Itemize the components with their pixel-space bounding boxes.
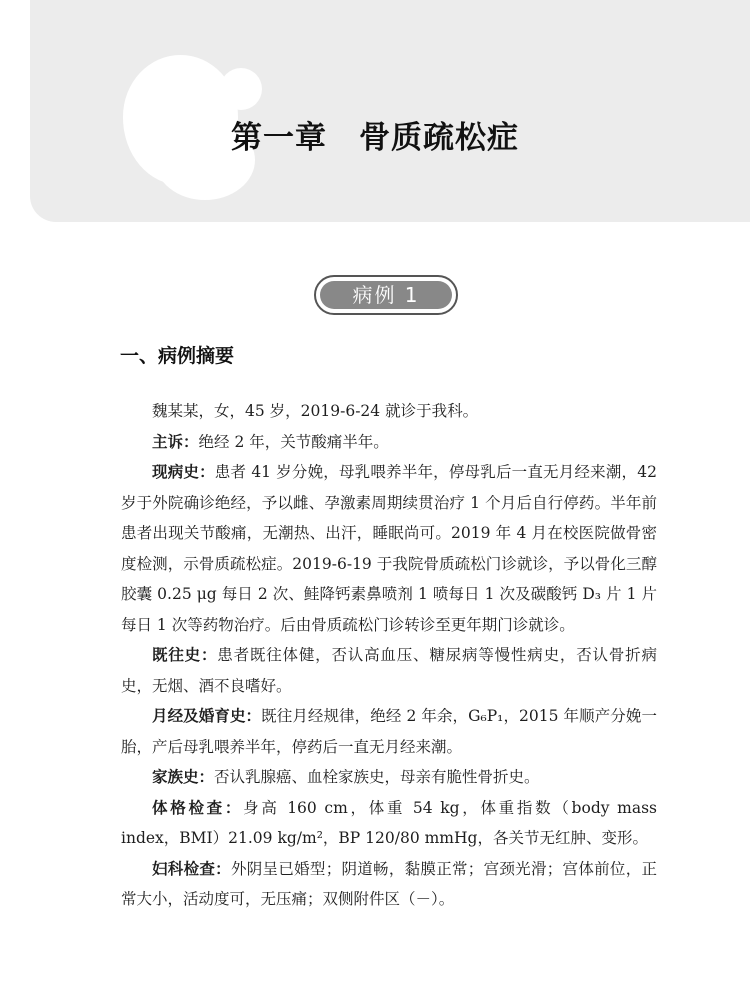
- paragraph-family-history: 家族史：否认乳腺癌、血栓家族史，母亲有脆性骨折史。: [152, 768, 540, 786]
- paragraph-gynecologic-exam: 妇科检查：外阴呈已婚型；阴道畅，黏膜正常；宫颈光滑；宫体前位，正常大小，活动度可，无压痛；双侧附件区（－）。: [121, 859, 657, 908]
- label-chief-complaint: 主诉：: [152, 432, 199, 451]
- case-badge-label: 病例 1: [320, 281, 452, 309]
- label-family-history: 家族史：: [152, 768, 215, 786]
- paragraph-past-history: 既往史：患者既往体健，否认高血压、糖尿病等慢性病史，否认骨折病史，无烟、酒不良嗜好。: [121, 646, 657, 695]
- label-past-history: 既往史：: [152, 646, 218, 664]
- case-summary-body: [121, 396, 657, 915]
- paragraph-patient-info: 魏某某，女，45 岁，2019-6-24 就诊于我科。: [152, 402, 479, 420]
- label-physical-exam: 体格检查：: [152, 798, 244, 817]
- case-badge: [314, 275, 458, 315]
- paragraph-menstrual-history: 月经及婚育史：既往月经规律，绝经 2 年余，G₆P₁，2015 年顺产分娩一胎，产后母乳喂养半年，停药后一直无月经来潮。: [121, 707, 657, 756]
- decorative-circle-small: [220, 68, 262, 110]
- paragraph-present-illness: 现病史：患者 41 岁分娩，母乳喂养半年，停母乳后一直无月经来潮，42 岁于外院确诊绝经，予以雌、孕激素周期续贯治疗 1 个月后自行停药。半年前患者出现关节酸痛，无潮热、出汗，睡眠尚可。2019 年 4 月在校医院做骨密度检测，示骨质疏松症。2019-6-19 于我院骨质疏松门诊就诊，予以骨化三醇胶囊 0.25 μg 每日 2 次、鲑降钙素鼻喷剂 1 喷每日 1 次及碳酸钙 D₃ 片 1 片每日 1 次等药物治疗。后由骨质疏松门诊转诊至更年期门诊就诊。: [121, 463, 657, 634]
- section-heading: 一、病例摘要: [120, 345, 235, 367]
- label-gynecologic-exam: 妇科检查：: [152, 859, 231, 878]
- paragraph-physical-exam: 体格检查：身高 160 cm，体重 54 kg，体重指数（body mass index，BMI）21.09 kg/m²，BP 120/80 mmHg，各关节无红肿、变形。: [121, 798, 657, 847]
- label-menstrual-history: 月经及婚育史：: [152, 707, 262, 725]
- chapter-title: 第一章 骨质疏松症: [231, 120, 519, 156]
- paragraph-chief-complaint: 主诉：绝经 2 年，关节酸痛半年。: [152, 432, 389, 451]
- label-present-illness: 现病史：: [152, 463, 215, 481]
